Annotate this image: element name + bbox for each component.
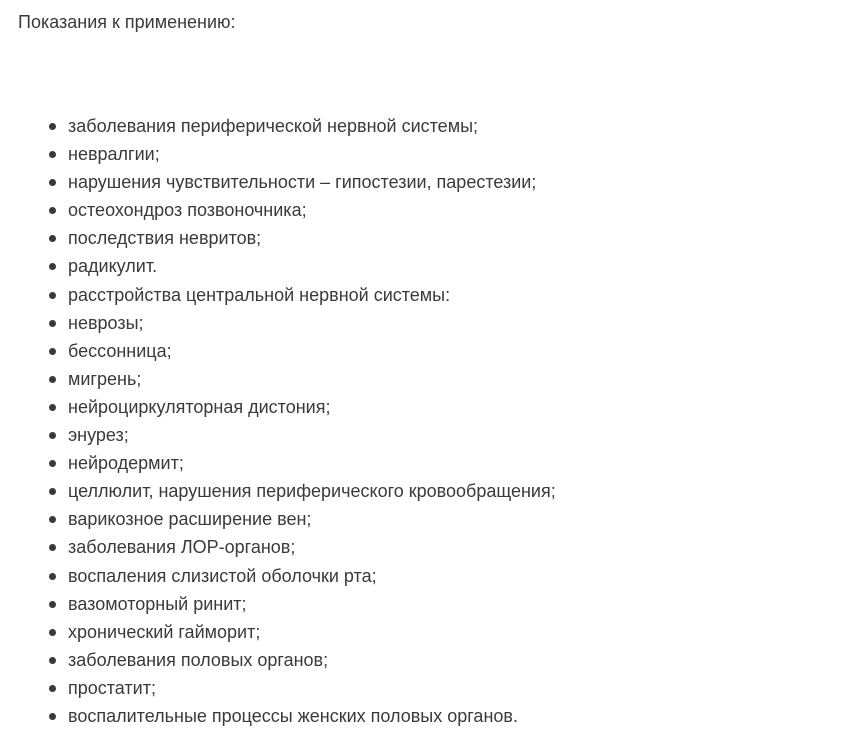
list-item: заболевания периферической нервной системы;: [68, 112, 556, 140]
list-item: заболевания ЛОР-органов;: [68, 533, 556, 561]
list-item: остеохондроз позвоночника;: [68, 196, 556, 224]
list-item: мигрень;: [68, 365, 556, 393]
list-item: хронический гайморит;: [68, 618, 556, 646]
list-item: воспаления слизистой оболочки рта;: [68, 562, 556, 590]
list-item: вазомоторный ринит;: [68, 590, 556, 618]
list-item: бессонница;: [68, 337, 556, 365]
list-item: энурез;: [68, 421, 556, 449]
list-item: невралгии;: [68, 140, 556, 168]
indications-list: [0, 112, 556, 730]
list-item: последствия невритов;: [68, 224, 556, 252]
list-item: простатит;: [68, 674, 556, 702]
list-item: заболевания половых органов;: [68, 646, 556, 674]
list-item: нейродермит;: [68, 449, 556, 477]
list-item: нарушения чувствительности – гипостезии, парестезии;: [68, 168, 556, 196]
list-item: неврозы;: [68, 309, 556, 337]
list-item: варикозное расширение вен;: [68, 505, 556, 533]
indications-heading: Показания к применению:: [18, 12, 236, 32]
list-item: целлюлит, нарушения периферического кровообращения;: [68, 477, 556, 505]
list-item: расстройства центральной нервной системы:: [68, 281, 556, 309]
list-item: нейроциркуляторная дистония;: [68, 393, 556, 421]
list-item: воспалительные процессы женских половых органов.: [68, 702, 556, 730]
list-item: радикулит.: [68, 252, 556, 280]
